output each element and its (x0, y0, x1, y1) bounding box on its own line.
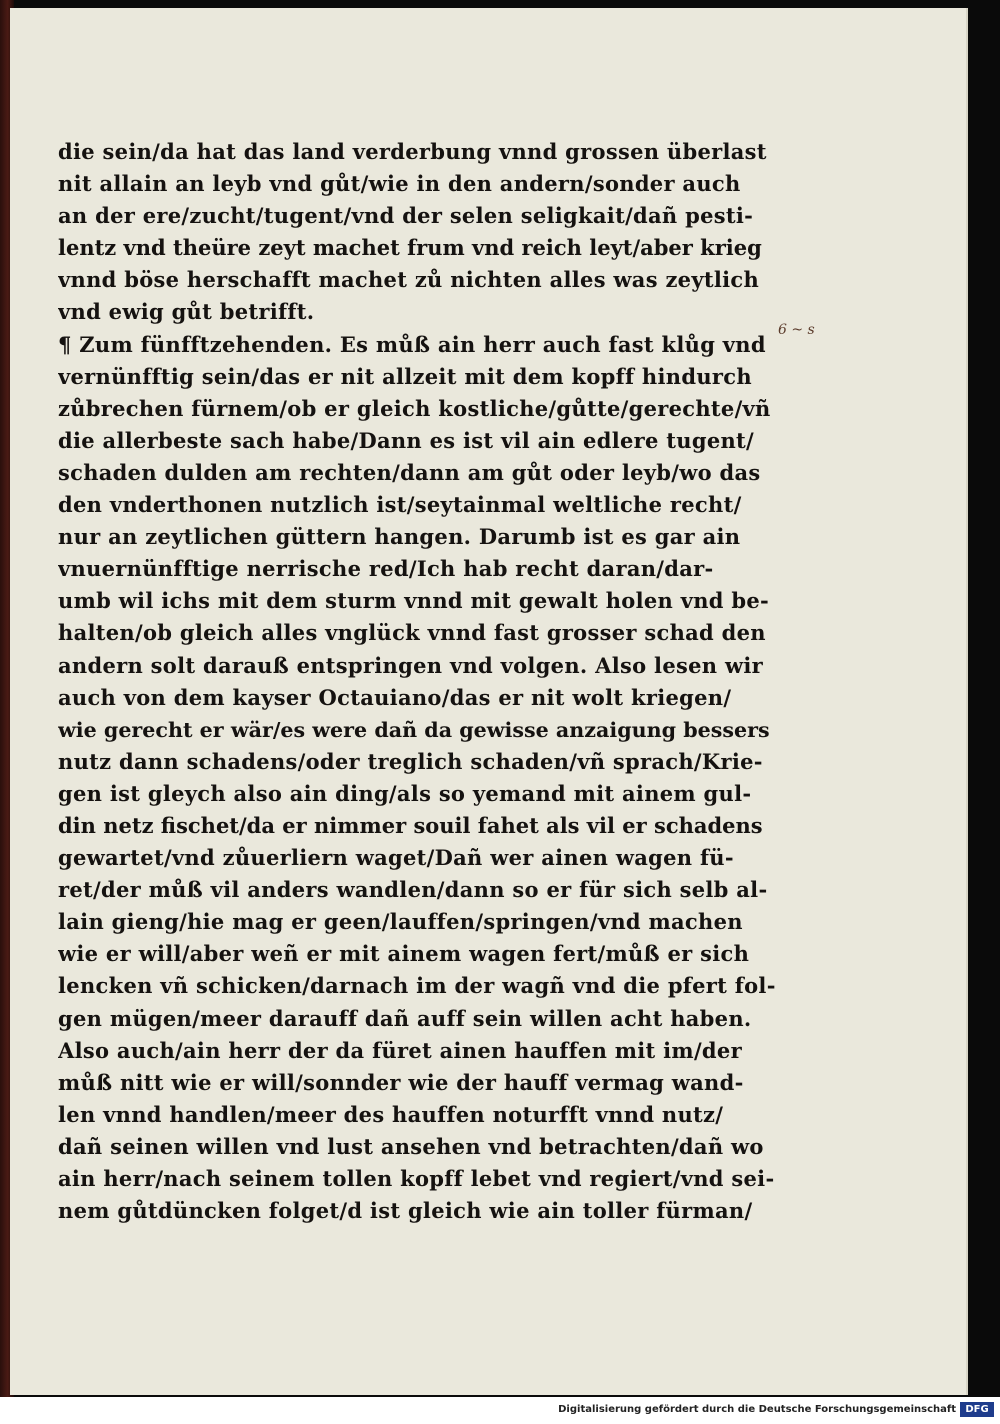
text-line: zůbrechen fürnem/ob er gleich kostliche/gůtte/gerechte/vñ (58, 395, 771, 421)
text-line: gen ist gleych also ain ding/als so yemand mit ainem gul- (58, 780, 752, 806)
text-line: Also auch/ain herr der da füret ainen hauffen mit im/der (58, 1037, 742, 1063)
text-line: gen mügen/meer darauff dañ auff sein willen acht haben. (58, 1005, 752, 1031)
text-line: andern solt darauß entspringen vnd volgen. Also lesen wir (58, 652, 763, 678)
text-line: vnuernünfftige nerrische red/Ich hab recht daran/dar- (58, 556, 714, 582)
text-line: die sein/da hat das land verderbung vnnd grossen überlast (58, 139, 767, 164)
text-line: schaden dulden am rechten/dann am gůt oder leyb/wo das (58, 459, 761, 485)
text-line: din netz fischet/da er nimmer souil fahet als vil er schadens (58, 812, 763, 838)
text-line: gewartet/vnd zůuerliern waget/Dañ wer ainen wagen fü- (58, 845, 734, 871)
marginal-note: 6 ~ s (778, 322, 815, 338)
text-line: ret/der můß vil anders wandlen/dann so er für sich selb al- (58, 877, 768, 903)
text-line: lain gieng/hie mag er geen/lauffen/springen/vnd machen (58, 909, 743, 935)
scanned-page (10, 8, 968, 1395)
footer-bar (0, 1397, 1000, 1424)
text-line: vnnd böse herschafft machet zů nichten alles was zeytlich (58, 267, 760, 293)
text-line: vernünfftig sein/das er nit allzeit mit dem kopff hindurch (58, 363, 752, 389)
text-line: nutz dann schadens/oder treglich schaden/vñ sprach/Krie- (58, 748, 763, 774)
footer-credit: Digitalisierung gefördert durch die Deutsche Forschungsgemeinschaft (558, 1404, 956, 1415)
text-line: nit allain an leyb vnd gůt/wie in den andern/sonder auch (58, 171, 741, 197)
text-line: len vnnd handlen/meer des hauffen noturfft vnnd nutz/ (58, 1101, 724, 1127)
text-line: die allerbeste sach habe/Dann es ist vil ain edlere tugent/ (58, 427, 755, 453)
text-line: ain herr/nach seinem tollen kopff lebet vnd regiert/vnd sei- (58, 1166, 775, 1191)
text-line: nur an zeytlichen güttern hangen. Darumb ist es gar ain (58, 524, 741, 550)
dfg-logo: DFG (960, 1402, 994, 1417)
page-text-block (58, 136, 778, 1227)
text-line: nem gůtdüncken folget/d ist gleich wie ain toller fürman/ (58, 1198, 753, 1224)
text-line: wie er will/aber weñ er mit ainem wagen fert/můß er sich (58, 941, 750, 967)
text-line: auch von dem kayser Octauiano/das er nit wolt kriegen/ (58, 684, 732, 710)
text-line: halten/ob gleich alles vnglück vnnd fast grosser schad den (58, 620, 766, 646)
text-line: an der ere/zucht/tugent/vnd der selen seligkait/dañ pesti- (58, 203, 754, 229)
text-line: lencken vñ schicken/darnach im der wagñ vnd die pfert fol- (58, 973, 776, 999)
text-line: dañ seinen willen vnd lust ansehen vnd betrachten/dañ wo (58, 1133, 764, 1159)
text-line: wie gerecht er wär/es were dañ da gewisse anzaigung bessers (58, 717, 770, 742)
text-line: vnd ewig gůt betrifft. (58, 299, 315, 325)
text-line: umb wil ichs mit dem sturm vnnd mit gewalt holen vnd be- (58, 588, 770, 614)
text-line: den vnderthonen nutzlich ist/seytainmal weltliche recht/ (58, 492, 742, 518)
text-line: lentz vnd theüre zeyt machet frum vnd reich leyt/aber krieg (58, 235, 762, 261)
text-line: můß nitt wie er will/sonnder wie der hauff vermag wand- (58, 1069, 744, 1095)
text-line: ¶ Zum fünfftzehenden. Es můß ain herr auch fast klůg vnd (58, 331, 766, 357)
